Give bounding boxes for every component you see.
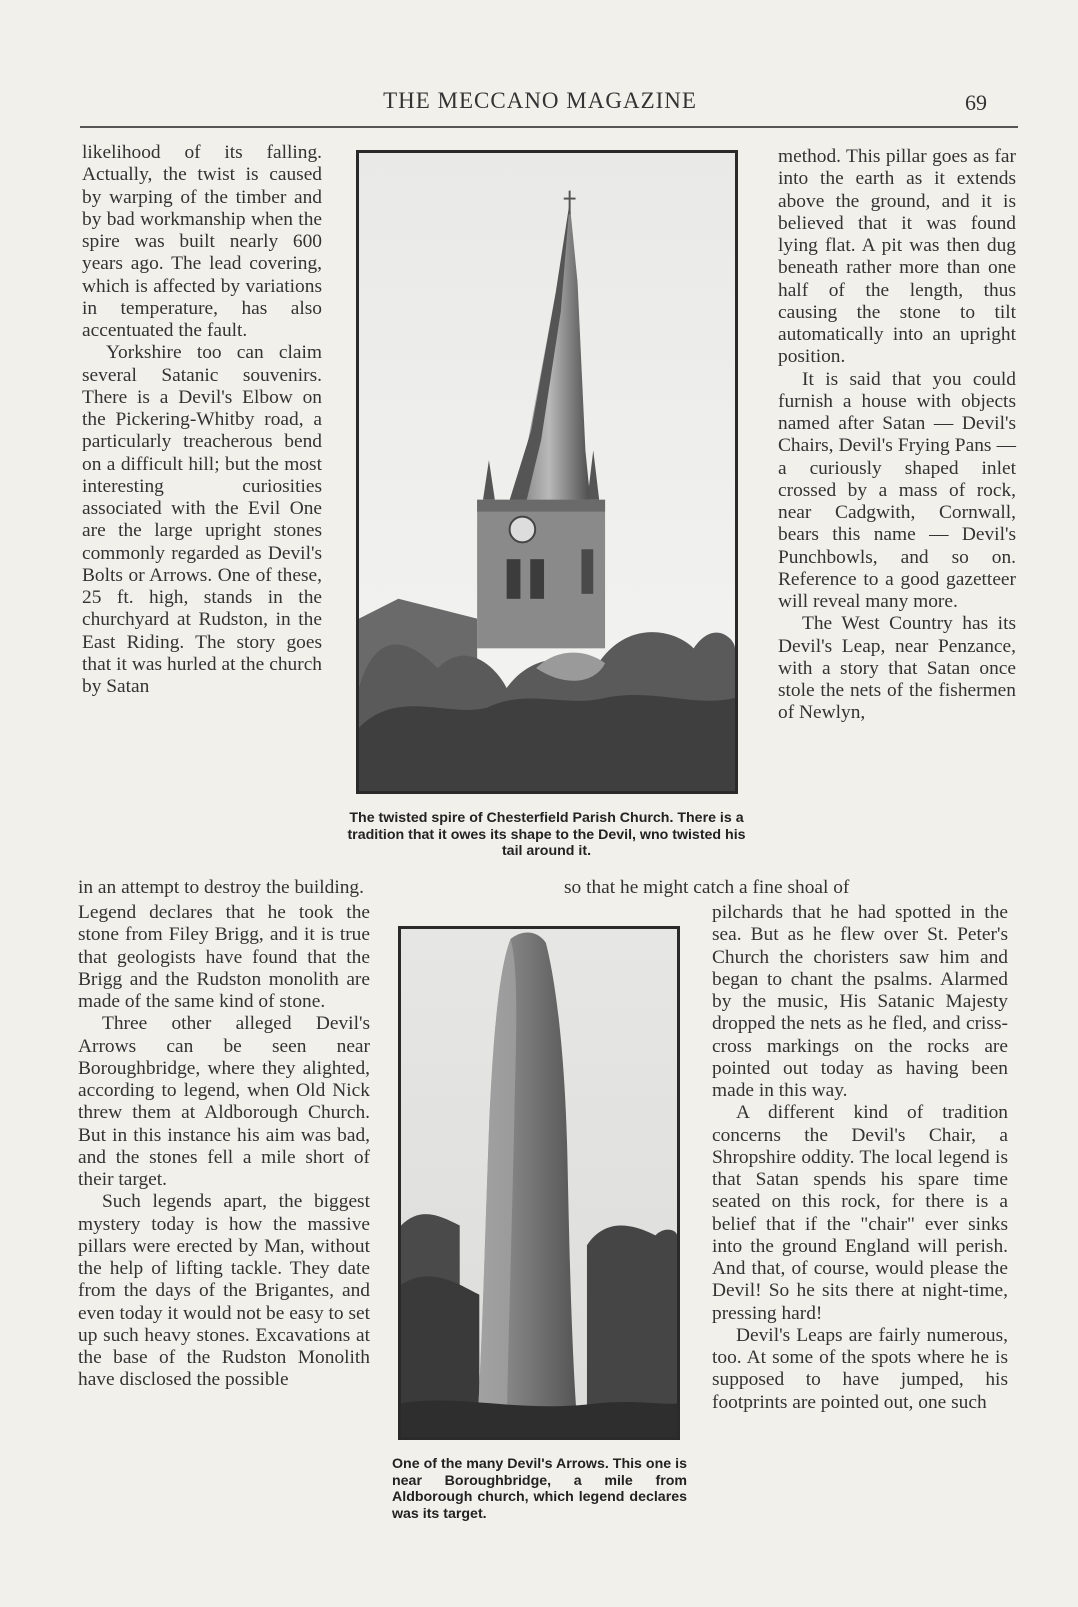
paragraph: method. This pillar goes as far into the earth as it extends above the ground, and it is believed that it was found lying flat. A pit was then dug beneath rather more than one half of the length, thus causing the stone to tilt automatically into an upright position.: [778, 146, 1016, 368]
left-column-bottom: [78, 902, 370, 1392]
chesterfield-spire-photo: [356, 150, 738, 794]
spanning-line-left: in an attempt to destroy the building.: [78, 877, 364, 898]
spire-caption: The twisted spire of Chesterfield Parish Church. There is a tradition that it owes its shape to the Devil, wno twisted his tail around it.: [347, 810, 746, 859]
paragraph: pilchards that he had spotted in the sea. But as he flew over St. Peter's Church the choristers saw him and began to chant the psalms. Alarmed by the music, His Satanic Majesty dropped the nets as he fled, and criss-cross markings on the rocks are pointed out today as having been made in this way.: [712, 902, 1008, 1101]
paragraph: Yorkshire too can claim several Satanic souvenirs. There is a Devil's Elbow on the Pickering-Whitby road, a particularly treacherous bend on a difficult hill; but the most interesting curiosities associated with the Evil One are the large upright stones commonly regarded as Devil's Bolts or Arrows. One of these, 25 ft. high, stands in the churchyard at Rudston, in the East Riding. The story goes that it was hurled at the church by Satan: [82, 342, 322, 697]
header-rule: [80, 126, 1018, 128]
spire-image: [359, 153, 735, 791]
paragraph: likelihood of its falling. Actually, the twist is caused by warping of the timber and by bad workmanship when the spire was built nearly 600 years ago. The lead covering, which is affected by variations in temperature, has also accentuated the fault.: [82, 142, 322, 341]
paragraph: Legend declares that he took the stone from Filey Brigg, and it is true that geologists have found that the Brigg and the Rudston monolith are made of the same kind of stone.: [78, 902, 370, 1012]
stone-caption: One of the many Devil's Arrows. This one is near Boroughbridge, a mile from Aldborough church, which legend declares was its target.: [392, 1456, 687, 1522]
magazine-title: THE MECCANO MAGAZINE: [383, 88, 697, 113]
right-column-bottom: [712, 902, 1008, 1414]
right-column-top: [778, 146, 1016, 725]
paragraph: Three other alleged Devil's Arrows can be seen near Boroughbridge, where they alighted, according to legend, when Old Nick threw them at Aldborough Church. But in this instance his aim was bad, and the stones fell a mile short of their target.: [78, 1013, 370, 1190]
paragraph: Devil's Leaps are fairly numerous, too. At some of the spots where he is supposed to have jumped, his footprints are pointed out, one such: [712, 1324, 1008, 1413]
spanning-line-right: so that he might catch a fine shoal of: [564, 877, 850, 898]
left-column-top: [82, 142, 322, 698]
paragraph: It is said that you could furnish a house with objects named after Satan — Devil's Chairs, Devil's Frying Pans — a curiously shaped inlet crossed by a mass of rock, near Cadgwith, Cornwall, bears this name — Devil's Punchbowls, and so on. Reference to a good gazetteer will reveal many more.: [778, 368, 1016, 612]
paragraph: A different kind of tradition concerns the Devil's Chair, a Shropshire oddity. The local legend is that Satan spends his spare time seated on this rock, for there is a belief that if the "chair" ever sinks into the ground England will perish. And that, of course, would please the Devil! So he sits there at night-time, pressing hard!: [712, 1102, 1008, 1324]
paragraph: Such legends apart, the biggest mystery today is how the massive pillars were erected by Man, without the help of lifting tackle. They date from the days of the Brigantes, and even today it would not be easy to set up such heavy stones. Excavations at the base of the Rudston Monolith have disclosed the possible: [78, 1191, 370, 1391]
stone-image: [401, 929, 677, 1437]
page-number: 69: [965, 90, 987, 115]
devils-arrow-photo: [398, 926, 680, 1440]
paragraph: The West Country has its Devil's Leap, near Penzance, with a story that Satan once stole the nets of the fishermen of Newlyn,: [778, 613, 1016, 724]
